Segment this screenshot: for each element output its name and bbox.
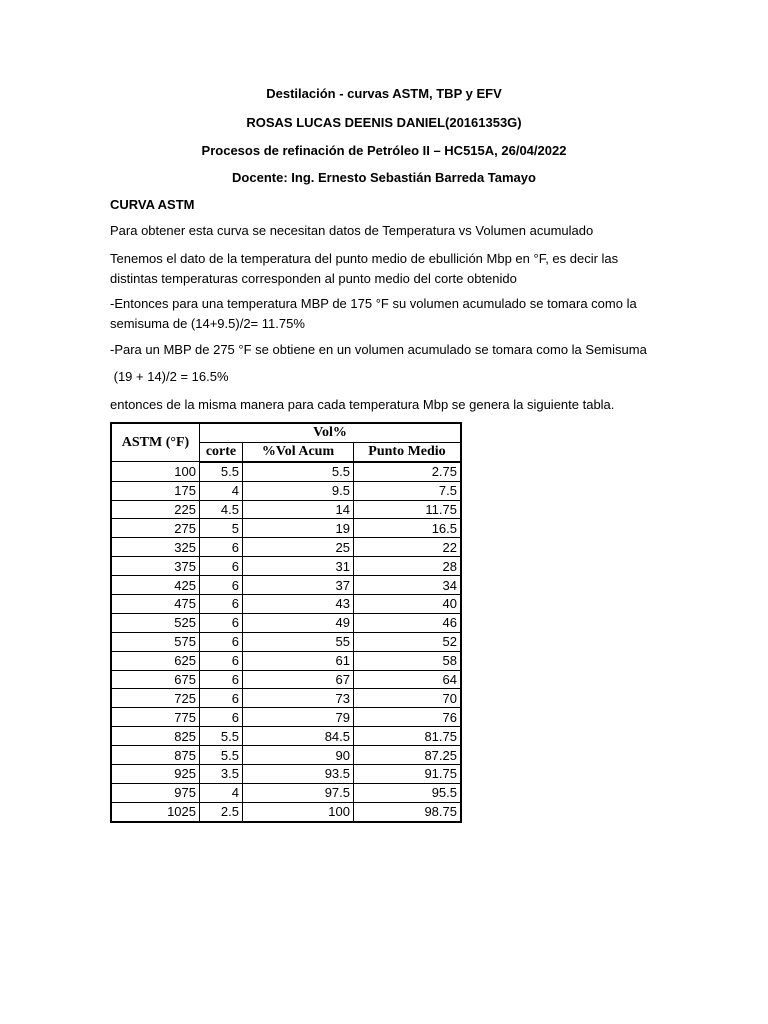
punto-medio-cell: 34 — [354, 576, 462, 595]
vol-acum-cell: 61 — [243, 651, 354, 670]
table-row — [111, 595, 461, 614]
vol-acum-cell: 73 — [243, 689, 354, 708]
corte-cell: 2.5 — [200, 802, 243, 821]
vol-acum-cell: 84.5 — [243, 727, 354, 746]
vol-acum-cell: 5.5 — [243, 462, 354, 481]
table-row — [111, 727, 461, 746]
corte-cell: 6 — [200, 689, 243, 708]
paragraph-3 — [110, 294, 670, 334]
corte-cell: 5.5 — [200, 462, 243, 481]
astm-temp-cell: 625 — [111, 651, 200, 670]
astm-data-table — [110, 422, 462, 823]
punto-medio-cell: 95.5 — [354, 783, 462, 802]
punto-medio-cell: 7.5 — [354, 481, 462, 500]
corte-cell: 6 — [200, 613, 243, 632]
corte-cell: 4.5 — [200, 500, 243, 519]
table-row — [111, 670, 461, 689]
corte-cell: 6 — [200, 576, 243, 595]
corte-cell: 4 — [200, 783, 243, 802]
astm-temp-cell: 225 — [111, 500, 200, 519]
punto-medio-cell: 22 — [354, 538, 462, 557]
punto-medio-cell: 28 — [354, 557, 462, 576]
table-row — [111, 519, 461, 538]
paragraph-5: (19 + 14)/2 = 16.5% — [110, 369, 229, 384]
punto-medio-cell: 64 — [354, 670, 462, 689]
punto-medio-cell: 46 — [354, 613, 462, 632]
table-row — [111, 538, 461, 557]
punto-medio-cell: 98.75 — [354, 802, 462, 821]
vol-acum-cell: 9.5 — [243, 481, 354, 500]
punto-medio-cell: 70 — [354, 689, 462, 708]
punto-medio-cell: 40 — [354, 595, 462, 614]
astm-temp-cell: 925 — [111, 765, 200, 784]
table-row — [111, 576, 461, 595]
astm-temp-cell: 875 — [111, 746, 200, 765]
punto-medio-cell: 2.75 — [354, 462, 462, 481]
astm-temp-cell: 175 — [111, 481, 200, 500]
punto-medio-cell: 58 — [354, 651, 462, 670]
corte-cell: 6 — [200, 670, 243, 689]
paragraph-3-line-2: semisuma de (14+9.5)/2= 11.75% — [110, 316, 305, 331]
astm-temp-cell: 975 — [111, 783, 200, 802]
vol-acum-cell: 100 — [243, 802, 354, 821]
table-row — [111, 481, 461, 500]
table-row — [111, 462, 461, 481]
teacher-line: Docente: Ing. Ernesto Sebastián Barreda Tamayo — [232, 170, 536, 185]
astm-temp-cell: 475 — [111, 595, 200, 614]
punto-medio-cell: 76 — [354, 708, 462, 727]
vol-acum-cell: 93.5 — [243, 765, 354, 784]
corte-cell: 6 — [200, 595, 243, 614]
table-row — [111, 613, 461, 632]
vol-acum-cell: 67 — [243, 670, 354, 689]
astm-temp-cell: 825 — [111, 727, 200, 746]
punto-medio-cell: 91.75 — [354, 765, 462, 784]
astm-temp-cell: 375 — [111, 557, 200, 576]
astm-temp-cell: 575 — [111, 632, 200, 651]
astm-temp-cell: 775 — [111, 708, 200, 727]
header-astm: ASTM (°F) — [111, 423, 200, 462]
corte-cell: 6 — [200, 538, 243, 557]
vol-acum-cell: 31 — [243, 557, 354, 576]
punto-medio-cell: 11.75 — [354, 500, 462, 519]
vol-acum-cell: 14 — [243, 500, 354, 519]
paragraph-2-line-1: Tenemos el dato de la temperatura del punto medio de ebullición Mbp en °F, es decir las — [110, 251, 619, 266]
punto-medio-cell: 87.25 — [354, 746, 462, 765]
vol-acum-cell: 25 — [243, 538, 354, 557]
table-row — [111, 689, 461, 708]
header-vol: Vol% — [200, 423, 462, 442]
astm-temp-cell: 725 — [111, 689, 200, 708]
vol-acum-cell: 55 — [243, 632, 354, 651]
punto-medio-cell: 52 — [354, 632, 462, 651]
table-row — [111, 746, 461, 765]
paragraph-2-line-2: distintas temperaturas corresponden al punto medio del corte obtenido — [110, 271, 517, 286]
table-row — [111, 500, 461, 519]
paragraph-4: -Para un MBP de 275 °F se obtiene en un volumen acumulado se tomara como la Semisuma — [110, 342, 647, 357]
astm-temp-cell: 425 — [111, 576, 200, 595]
table-row — [111, 557, 461, 576]
header-corte: corte — [200, 442, 243, 461]
vol-acum-cell: 90 — [243, 746, 354, 765]
punto-medio-cell: 16.5 — [354, 519, 462, 538]
astm-temp-cell: 675 — [111, 670, 200, 689]
vol-acum-cell: 97.5 — [243, 783, 354, 802]
paragraph-2 — [110, 249, 670, 289]
table-row — [111, 802, 461, 821]
vol-acum-cell: 49 — [243, 613, 354, 632]
course-line: Procesos de refinación de Petróleo II – HC515A, 26/04/2022 — [201, 143, 567, 158]
corte-cell: 5.5 — [200, 746, 243, 765]
astm-temp-cell: 525 — [111, 613, 200, 632]
table-row — [111, 765, 461, 784]
paragraph-3-line-1: -Entonces para una temperatura MBP de 175 °F su volumen acumulado se tomara como la — [110, 296, 637, 311]
astm-temp-cell: 100 — [111, 462, 200, 481]
vol-acum-cell: 43 — [243, 595, 354, 614]
table-row — [111, 651, 461, 670]
corte-cell: 6 — [200, 708, 243, 727]
vol-acum-cell: 19 — [243, 519, 354, 538]
document-title: Destilación - curvas ASTM, TBP y EFV — [266, 86, 502, 101]
vol-acum-cell: 79 — [243, 708, 354, 727]
vol-acum-cell: 37 — [243, 576, 354, 595]
corte-cell: 5.5 — [200, 727, 243, 746]
header-vol-acum: %Vol Acum — [243, 442, 354, 461]
corte-cell: 6 — [200, 632, 243, 651]
corte-cell: 6 — [200, 651, 243, 670]
punto-medio-cell: 81.75 — [354, 727, 462, 746]
section-title: CURVA ASTM — [110, 197, 195, 212]
corte-cell: 5 — [200, 519, 243, 538]
corte-cell: 3.5 — [200, 765, 243, 784]
table-body — [111, 462, 461, 822]
corte-cell: 4 — [200, 481, 243, 500]
table-row — [111, 632, 461, 651]
astm-temp-cell: 275 — [111, 519, 200, 538]
corte-cell: 6 — [200, 557, 243, 576]
paragraph-1: Para obtener esta curva se necesitan datos de Temperatura vs Volumen acumulado — [110, 223, 594, 238]
header-punto-medio: Punto Medio — [354, 442, 462, 461]
table-row — [111, 783, 461, 802]
paragraph-6: entonces de la misma manera para cada temperatura Mbp se genera la siguiente tabla. — [110, 397, 615, 412]
astm-temp-cell: 1025 — [111, 802, 200, 821]
astm-temp-cell: 325 — [111, 538, 200, 557]
table-row — [111, 708, 461, 727]
author-line: ROSAS LUCAS DEENIS DANIEL(20161353G) — [246, 115, 522, 130]
